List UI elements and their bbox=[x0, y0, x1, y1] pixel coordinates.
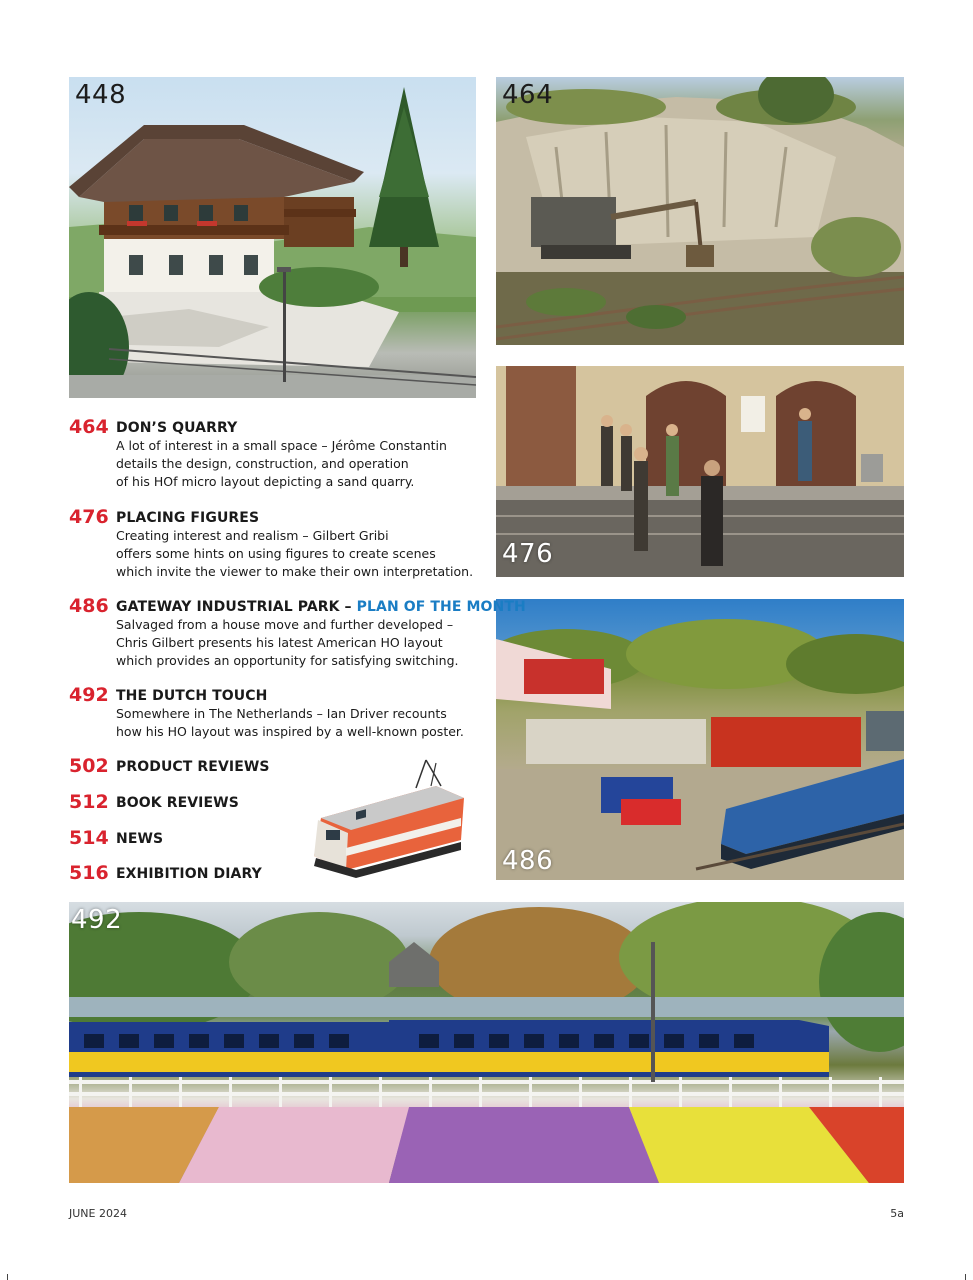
photo-dutch-touch bbox=[69, 902, 904, 1183]
contents-entry[interactable] bbox=[69, 595, 526, 670]
entry-title: BOOK REVIEWS bbox=[116, 795, 239, 811]
description-line: Somewhere in The Netherlands – Ian Driver recounts bbox=[116, 706, 447, 721]
entry-title: PRODUCT REVIEWS bbox=[116, 759, 270, 775]
description-line: which invite the viewer to make their own interpretation. bbox=[116, 564, 474, 579]
description-line: Salvaged from a house move and further developed – bbox=[116, 617, 454, 632]
photo-chalet bbox=[69, 77, 476, 398]
entry-description bbox=[116, 616, 496, 670]
entry-title: GATEWAY INDUSTRIAL PARK – bbox=[116, 599, 352, 615]
description-line: A lot of interest in a small space – Jérôme Constantin bbox=[116, 438, 447, 453]
description-line: offers some hints on using figures to create scenes bbox=[116, 546, 436, 561]
locomotive-model-image bbox=[296, 758, 471, 878]
entry-page-number: 514 bbox=[69, 827, 109, 849]
page-number: 5a bbox=[890, 1207, 904, 1220]
entry-page-number: 464 bbox=[69, 416, 109, 438]
entry-page-number: 516 bbox=[69, 862, 109, 884]
photo-page-number: 492 bbox=[71, 905, 123, 935]
photo-station-figures bbox=[496, 366, 904, 577]
crop-mark bbox=[7, 1274, 8, 1280]
entry-description bbox=[116, 437, 496, 491]
dutch-illustration bbox=[69, 902, 904, 1183]
contents-entry[interactable] bbox=[69, 685, 489, 741]
entry-title: PLACING FIGURES bbox=[116, 510, 260, 526]
photo-quarry bbox=[496, 77, 904, 345]
crop-mark bbox=[965, 1274, 966, 1280]
quarry-illustration bbox=[496, 77, 904, 345]
entry-title: THE DUTCH TOUCH bbox=[116, 688, 268, 704]
entry-title: NEWS bbox=[116, 831, 164, 847]
entry-title-row bbox=[116, 598, 526, 616]
entry-title: DON’S QUARRY bbox=[116, 420, 238, 436]
entry-page-number: 502 bbox=[69, 755, 109, 777]
industrial-illustration bbox=[496, 599, 904, 880]
entry-title: EXHIBITION DIARY bbox=[116, 866, 262, 882]
photo-page-number: 476 bbox=[502, 539, 554, 569]
description-line: of his HOf micro layout depicting a sand quarry. bbox=[116, 474, 415, 489]
description-line: Chris Gilbert presents his latest American HO layout bbox=[116, 635, 443, 650]
description-line: Creating interest and realism – Gilbert Gribi bbox=[116, 528, 389, 543]
chalet-illustration bbox=[69, 77, 476, 398]
photo-page-number: 448 bbox=[75, 80, 127, 110]
description-line: which provides an opportunity for satisfying switching. bbox=[116, 653, 459, 668]
photo-page-number: 486 bbox=[502, 846, 554, 876]
entry-page-number: 492 bbox=[69, 684, 109, 706]
contents-entry[interactable] bbox=[69, 417, 489, 491]
entry-page-number: 486 bbox=[69, 595, 109, 617]
description-line: how his HO layout was inspired by a well-known poster. bbox=[116, 724, 464, 739]
photo-industrial-park bbox=[496, 599, 904, 880]
contents-entry[interactable] bbox=[69, 507, 489, 581]
entry-page-number: 512 bbox=[69, 791, 109, 813]
description-line: details the design, construction, and operation bbox=[116, 456, 409, 471]
issue-date: JUNE 2024 bbox=[69, 1207, 127, 1220]
entry-description bbox=[116, 527, 496, 581]
entry-title-accent: PLAN OF THE MONTH bbox=[356, 599, 526, 615]
entry-description bbox=[116, 705, 496, 741]
entry-page-number: 476 bbox=[69, 506, 109, 528]
photo-page-number: 464 bbox=[502, 80, 554, 110]
station-illustration bbox=[496, 366, 904, 577]
